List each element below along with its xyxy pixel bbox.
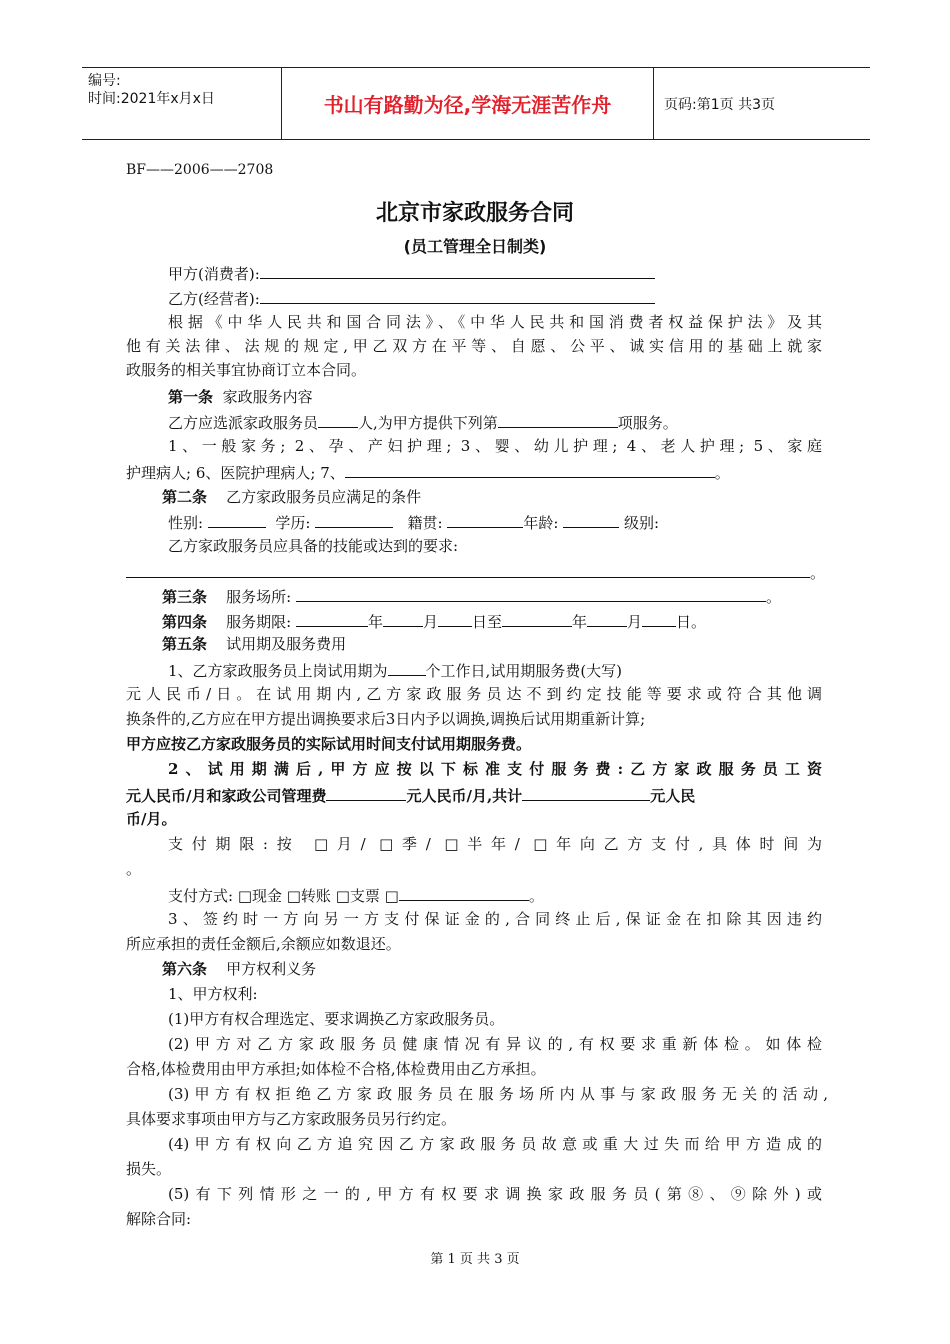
intro-line-2: 他有关法律、法规的规定,甲乙双方在平等、自愿、公平、诚实信用的基础上就家 [126, 337, 822, 355]
education-label: 学历: [275, 514, 311, 532]
pay-term-line: 支付期限:按 □月/ □季/ □半年/ □年向乙方支付,具体时间为 [168, 835, 822, 853]
art5-p1b: 个工作日,试用期服务费(大写) [425, 662, 623, 680]
gender-blank [208, 511, 266, 528]
pay-term-end: 。 [126, 860, 142, 878]
art1-text-d: 护理病人; 6、医院护理病人; 7、 [126, 464, 345, 482]
art5-p1-line4: 甲方应按乙方家政服务员的实际试用时间支付试用期服务费。 [126, 735, 532, 753]
art1-line-3 [126, 461, 730, 483]
art6-right-4b: 损失。 [126, 1160, 172, 1178]
art5-p1a: 1、乙方家政服务员上岗试用期为 [168, 662, 388, 680]
art2-heading-line [162, 487, 421, 507]
art6-right-5a: (5)有下列情形之一的,甲方有权要求调换家政服务员(第⑧、⑨除外)或 [168, 1185, 822, 1203]
intro-line-1: 根据《中华人民共和国合同法》、《中华人民共和国消费者权益保护法》及其 [168, 313, 822, 331]
art1-text-e: 。 [714, 464, 730, 482]
art5-title: 试用期及服务费用 [226, 635, 347, 653]
day-to-label: 日至 [471, 613, 502, 631]
art1-heading-line [168, 387, 313, 407]
origin-blank [447, 511, 523, 528]
art6-section-1: 1、甲方权利: [168, 985, 258, 1003]
art5-p2c: 元人民币/月,共计 [406, 787, 523, 805]
pay-method-end: 。 [528, 887, 544, 905]
party-b-label: 乙方(经营者): [168, 290, 260, 308]
art2-conditions-line [168, 511, 659, 533]
motto: 书山有路勤为径,学海无涯苦作舟 [282, 68, 654, 139]
art6-right-4a: (4)甲方有权向乙方追究因乙方家政服务员故意或重大过失而给甲方造成的 [168, 1135, 822, 1153]
art6-heading-line [162, 959, 316, 979]
art1-title: 家政服务内容 [222, 388, 313, 406]
art6-right-3a: (3)甲方有权拒绝乙方家政服务员在服务场所内从事与家政服务无关的活动, [168, 1085, 828, 1103]
art2-title: 乙方家政服务员应满足的条件 [226, 488, 422, 506]
trial-days-blank [388, 659, 426, 676]
number-label: 编号: [88, 73, 121, 89]
art5-p2-line2 [126, 784, 695, 806]
art5-p1-line2: 元人民币/日。在试用期内,乙方家政服务员达不到约定技能等要求或符合其他调 [126, 685, 822, 703]
art6-right-1: (1)甲方有权合理选定、要求调换乙方家政服务员。 [168, 1010, 505, 1028]
party-a-label: 甲方(消费者): [168, 265, 260, 283]
art2-skills-line [126, 561, 825, 583]
art2-end: 。 [810, 564, 826, 582]
intro-line-3: 政服务的相关事宜协商订立本合同。 [126, 361, 367, 379]
party-b-blank [260, 287, 655, 304]
pay-method-line [168, 884, 544, 906]
art3-end: 。 [765, 588, 781, 606]
education-blank [315, 511, 393, 528]
art5-heading: 第五条 [162, 635, 208, 653]
art6-heading: 第六条 [162, 960, 208, 978]
service-item-blank [498, 411, 618, 428]
skills-blank [126, 561, 810, 578]
art5-p1-line1 [168, 659, 622, 681]
page-footer: 第 1 页 共 3 页 [430, 1252, 520, 1267]
management-fee-blank [326, 784, 406, 801]
art3-heading: 第三条 [162, 588, 208, 606]
staff-count-blank [318, 411, 358, 428]
month2-label: 月 [627, 613, 643, 631]
start-year-blank [296, 610, 368, 627]
end-year-blank [502, 610, 572, 627]
page-label: 页码:第1页 共3页 [664, 96, 775, 113]
art1-text-b: 人,为甲方提供下列第 [358, 414, 498, 432]
doc-code: BF——2006——2708 [126, 162, 274, 178]
art5-p3-line1: 3、签约时一方向另一方支付保证金的,合同终止后,保证金在扣除其因违约 [168, 910, 822, 928]
art1-line-2: 1、一般家务; 2、孕、产妇护理; 3、婴、幼儿护理; 4、老人护理; 5、家庭 [168, 437, 822, 455]
header-meta [82, 68, 282, 139]
day2-label: 日。 [676, 613, 707, 631]
start-day-blank [438, 610, 472, 627]
art5-heading-line [162, 634, 346, 654]
total-fee-blank [522, 784, 650, 801]
pay-method-label: 支付方式: □现金 □转账 □支票 □ [168, 887, 399, 905]
art6-right-2b: 合格,体检费用由甲方承担;如体检不合格,体检费用由乙方承担。 [126, 1060, 546, 1078]
art3-line [162, 585, 781, 607]
art1-heading: 第一条 [168, 388, 214, 406]
art6-right-5b: 解除合同: [126, 1210, 192, 1228]
art6-title: 甲方权利义务 [226, 960, 317, 978]
party-b-line [168, 287, 655, 309]
origin-label: 籍贯: [407, 514, 443, 532]
art1-text-a: 乙方应选派家政服务员 [168, 414, 319, 432]
art2-heading: 第二条 [162, 488, 208, 506]
time-label: 时间:2021年x月x日 [88, 91, 215, 107]
year2-label: 年 [571, 613, 587, 631]
level-label: 级别: [624, 514, 660, 532]
service-location-blank [296, 585, 766, 602]
art5-p3-line2: 所应承担的责任金额后,余额应如数退还。 [126, 935, 401, 953]
art6-right-2a: (2)甲方对乙方家政服务员健康情况有异议的,有权要求重新体检。如体检 [168, 1035, 822, 1053]
month-label: 月 [422, 613, 438, 631]
page-header [82, 67, 870, 140]
art2-skills-label: 乙方家政服务员应具备的技能或达到的要求: [168, 537, 459, 555]
art5-p2-line1: 2、试用期满后,甲方应按以下标准支付服务费:乙方家政服务员工资 [168, 760, 822, 778]
art5-p1-line3: 换条件的,乙方应在甲方提出调换要求后3日内予以调换,调换后试用期重新计算; [126, 710, 646, 728]
age-blank [563, 511, 619, 528]
party-a-blank [260, 262, 655, 279]
end-month-blank [587, 610, 627, 627]
start-month-blank [383, 610, 423, 627]
art6-right-3b: 具体要求事项由甲方与乙方家政服务员另行约定。 [126, 1110, 457, 1128]
pay-method-blank [399, 884, 529, 901]
art4-heading: 第四条 [162, 613, 208, 631]
year-label: 年 [367, 613, 383, 631]
art3-title: 服务场所: [226, 588, 292, 606]
age-label: 年龄: [523, 514, 559, 532]
gender-label: 性别: [168, 514, 204, 532]
other-service-blank [345, 461, 715, 478]
page-title: 北京市家政服务合同 [375, 201, 574, 226]
art1-line-1 [168, 411, 678, 433]
art5-p2d: 元人民 [650, 787, 696, 805]
art5-p2b: 元人民币/月和家政公司管理费 [126, 787, 327, 805]
party-a-line [168, 262, 655, 284]
art4-title: 服务期限: [226, 613, 292, 631]
end-day-blank [642, 610, 676, 627]
art1-text-c: 项服务。 [617, 414, 678, 432]
art5-p2-line3: 币/月。 [126, 810, 177, 828]
page-subtitle: (员工管理全日制类) [403, 237, 547, 256]
art4-line [162, 610, 706, 632]
